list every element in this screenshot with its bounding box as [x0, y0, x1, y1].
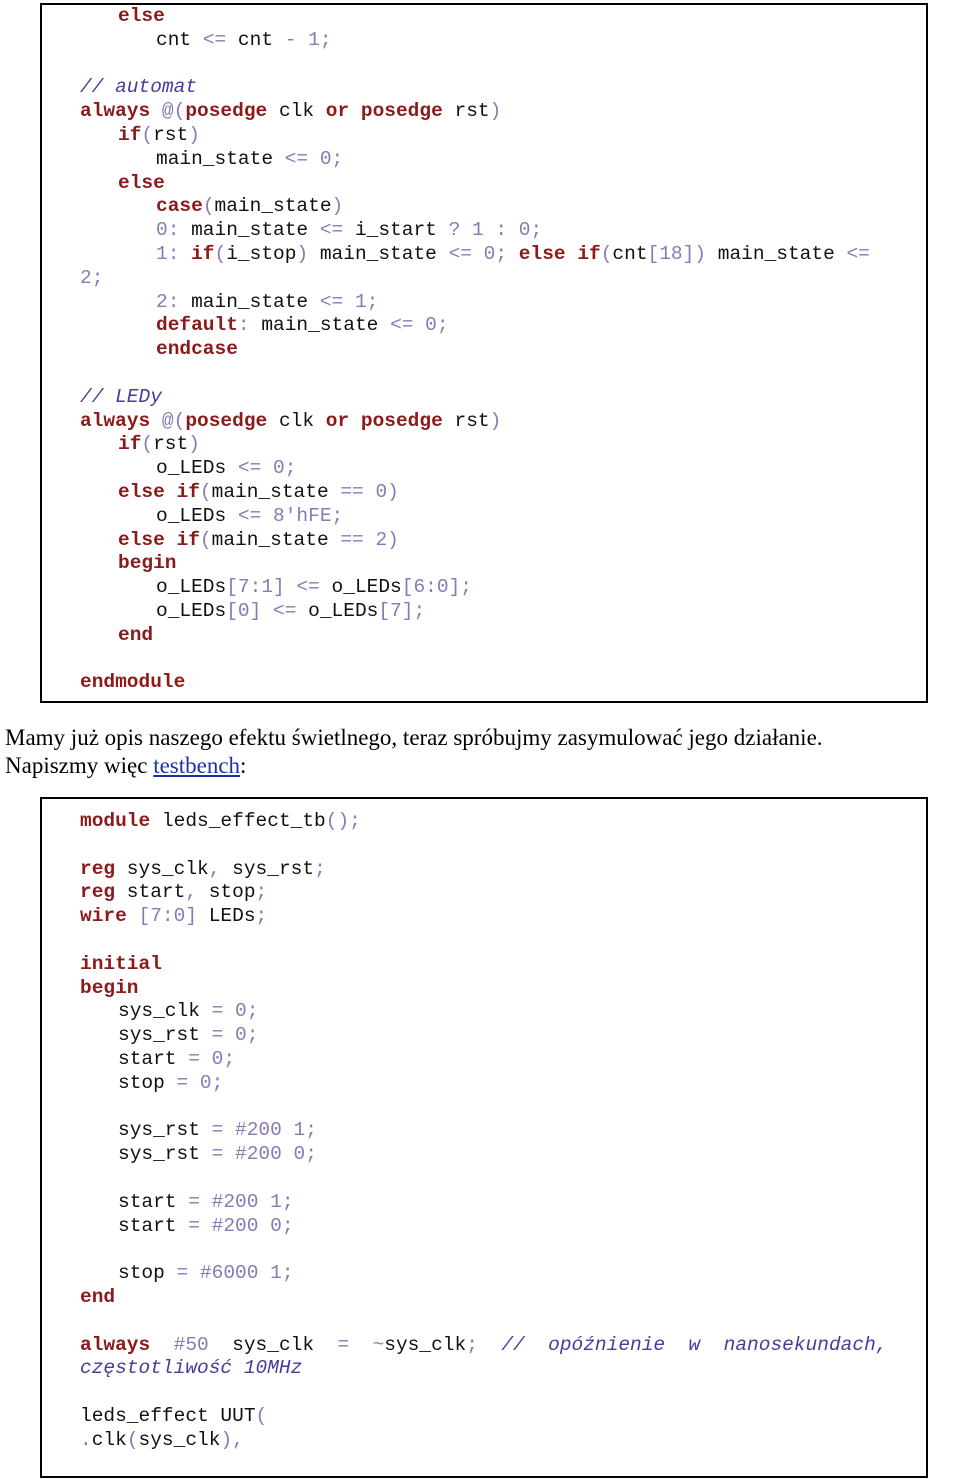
code-token: rst [442, 409, 490, 432]
code-line [80, 809, 361, 833]
code-token: i_start [343, 219, 449, 242]
code-token [165, 481, 177, 503]
code-token: ? 1 : 0; [448, 219, 543, 242]
code-token: ), [220, 1428, 244, 1451]
code-token: reg [80, 881, 116, 904]
code-line [118, 4, 165, 28]
code-token: sys_clk [232, 1333, 338, 1356]
code-token: = #200 0; [211, 1143, 317, 1166]
code-token: posedge [185, 100, 268, 123]
code-line [156, 28, 332, 52]
code-token: <= 0; [390, 314, 449, 337]
code-token: 0: [156, 219, 192, 242]
code-line [118, 432, 200, 456]
code-token: case [156, 195, 203, 218]
code-block-leds-effect [40, 3, 928, 703]
code-token: ( [202, 195, 215, 218]
code-token: rst [442, 100, 490, 123]
code-token: or [325, 100, 350, 123]
code-line [118, 623, 153, 647]
code-token: <= 8'hFE; [237, 504, 344, 527]
code-token: [7]; [378, 600, 426, 622]
code-token: sys_clk [118, 1000, 212, 1023]
code-line [156, 337, 238, 361]
testbench-link[interactable]: testbench [153, 753, 241, 778]
code-token: leds_effect_tb [150, 810, 326, 832]
code-line [118, 551, 177, 575]
code-line [80, 670, 185, 694]
code-token: if [191, 243, 215, 265]
code-token: cnt [612, 243, 648, 265]
code-token [349, 410, 361, 432]
code-token: = ~ [337, 1333, 385, 1356]
code-token: ; [255, 881, 268, 904]
code-line [80, 904, 267, 928]
code-line [118, 1214, 294, 1238]
code-token: if [118, 124, 142, 146]
code-token: if [176, 528, 200, 551]
code-token: = #6000 1; [176, 1262, 294, 1285]
code-token: start [118, 1048, 189, 1070]
code-line [118, 171, 165, 195]
code-token: begin [80, 976, 139, 999]
code-token: ) [489, 100, 502, 123]
code-token: end [80, 1286, 116, 1308]
code-token: stop [118, 1071, 177, 1094]
code-token: sys_rst [118, 1119, 212, 1142]
code-token: always [80, 409, 151, 432]
paragraph-line-1 [5, 724, 823, 752]
code-token: ( [600, 243, 613, 265]
code-token: = #200 0; [188, 1214, 294, 1237]
code-token: = 0; [188, 1048, 236, 1070]
code-token: - 1; [284, 28, 332, 51]
code-token: ( [199, 528, 212, 551]
code-token: <= [202, 28, 227, 51]
code-token: if [577, 243, 601, 265]
code-line [156, 313, 449, 337]
code-token: clk [91, 1428, 127, 1451]
code-token: stop [118, 1262, 177, 1285]
code-token: end [118, 623, 154, 646]
code-token: reg [80, 857, 116, 880]
code-line [80, 99, 501, 123]
code-token [165, 529, 177, 551]
code-token: #50 [150, 1333, 233, 1356]
code-token: = 0; [176, 1071, 224, 1094]
code-token: częstotliwość 10MHz [80, 1357, 303, 1380]
code-token: [18]) [647, 243, 718, 265]
code-token: ( [141, 124, 154, 146]
code-token: begin [118, 552, 177, 575]
code-line [118, 1047, 235, 1071]
code-token [349, 100, 361, 122]
code-line [80, 1356, 302, 1380]
code-token: sys_rst [232, 857, 315, 880]
paragraph-text-1: Mamy już opis naszego efektu świetlnego, teraz spróbujmy zasymulować jego działanie. [5, 725, 823, 750]
code-line [80, 1333, 887, 1357]
code-line [118, 123, 200, 147]
code-line [80, 976, 139, 1000]
code-token: or [325, 409, 350, 432]
code-token: ) [296, 243, 320, 265]
code-token: ( [214, 243, 227, 265]
code-token: ; [466, 1333, 502, 1356]
code-token: ) [331, 195, 344, 218]
code-token: [7:0] [126, 905, 209, 928]
code-token: ( [255, 1405, 268, 1427]
code-line [156, 575, 472, 599]
code-token: [0] <= [226, 600, 309, 622]
code-token: main_state [191, 290, 320, 313]
code-token: leds_effect UUT [80, 1405, 256, 1427]
paragraph-line-2 [5, 752, 246, 780]
code-token: main_state [211, 481, 341, 503]
code-token: [7:1] <= [226, 576, 332, 599]
code-line [80, 409, 501, 433]
code-token: , [208, 857, 233, 880]
code-token: // automat [80, 76, 198, 99]
code-token: if [176, 481, 200, 503]
code-token: ) [188, 124, 200, 146]
code-token: : [237, 314, 262, 337]
code-token: cnt [226, 28, 285, 51]
code-token: wire [80, 905, 127, 928]
code-token: // opóźnienie w nanosekundach, [501, 1333, 888, 1356]
code-token: // LEDy [80, 385, 162, 408]
code-token: ( [141, 433, 154, 456]
paragraph-text-2-suffix: : [240, 753, 247, 778]
code-line [156, 242, 870, 266]
code-token: = 0; [211, 1000, 259, 1023]
code-line [118, 1261, 294, 1285]
code-token: ( [126, 1428, 139, 1451]
code-line [156, 218, 542, 242]
code-line [80, 857, 326, 881]
code-token: else [118, 528, 165, 551]
code-token: <= [846, 243, 870, 265]
code-token: sys_clk [138, 1428, 221, 1451]
code-token: else [118, 481, 165, 503]
code-token: = 0; [211, 1024, 259, 1047]
code-token: start [118, 1214, 189, 1237]
code-token: main_state [214, 195, 332, 218]
code-token: main_state [191, 219, 320, 242]
code-token: <= 0; [448, 243, 519, 265]
code-line [118, 480, 399, 504]
code-token: main_state [211, 528, 341, 551]
code-token: o_LEDs [156, 457, 238, 480]
code-token: default [156, 314, 238, 337]
code-token: clk [267, 409, 326, 432]
code-line [156, 147, 343, 171]
code-token: clk [267, 100, 326, 123]
code-token: cnt [156, 28, 203, 51]
code-token: if [118, 433, 142, 456]
code-token: sys_rst [118, 1024, 212, 1047]
code-block-testbench [40, 797, 928, 1478]
code-token: 2; [80, 266, 104, 289]
code-token: <= 0; [284, 147, 344, 170]
code-token: == 0) [340, 481, 399, 503]
code-token: ) [188, 433, 200, 456]
code-line [118, 1071, 223, 1095]
code-line [156, 599, 425, 623]
code-token: , [185, 881, 209, 904]
code-token: initial [80, 952, 162, 975]
code-token: else [518, 243, 566, 265]
code-line [118, 528, 399, 552]
code-token: ; [314, 857, 326, 880]
code-token: o_LEDs [331, 576, 402, 599]
code-token: start [118, 1190, 189, 1213]
code-token: module [80, 810, 151, 832]
code-token: posedge [185, 409, 268, 432]
code-token: main_state [261, 314, 391, 337]
code-token: i_stop [226, 243, 297, 265]
code-token: stop [208, 881, 256, 904]
code-token: else [118, 5, 165, 27]
code-line [118, 999, 258, 1023]
code-token: main_state [319, 243, 449, 265]
code-line [80, 266, 103, 290]
code-line [118, 1190, 294, 1214]
code-line [156, 194, 343, 218]
code-token: posedge [360, 409, 443, 432]
code-token: <= 0; [237, 457, 297, 480]
code-token: always [80, 100, 151, 123]
code-line [156, 456, 296, 480]
code-line [80, 880, 267, 904]
code-line [80, 1404, 267, 1428]
code-token: endcase [156, 338, 238, 361]
code-line [118, 1142, 317, 1166]
code-token: o_LEDs [156, 576, 227, 599]
code-line [118, 1023, 258, 1047]
code-token: main_state [717, 243, 847, 265]
code-token: ) [489, 409, 502, 432]
code-token: o_LEDs [156, 600, 227, 622]
code-token: posedge [360, 100, 443, 123]
paragraph-text-2-prefix: Napiszmy więc [5, 753, 154, 778]
code-token: start [115, 881, 186, 904]
code-token: (); [325, 810, 361, 832]
code-line [156, 504, 343, 528]
code-line [80, 385, 162, 409]
code-token: endmodule [80, 671, 186, 694]
code-token: == 2) [340, 528, 399, 551]
code-line [118, 1118, 317, 1142]
code-token [566, 243, 578, 265]
code-token: LEDs [208, 905, 256, 928]
code-token: = #200 1; [188, 1190, 294, 1213]
code-token: else [118, 171, 165, 194]
code-token: <= 1; [319, 290, 379, 313]
code-token: always [80, 1333, 151, 1356]
code-token: o_LEDs [308, 600, 379, 622]
code-token: ; [255, 905, 268, 928]
code-token: sys_clk [384, 1333, 467, 1356]
code-token: rst [153, 124, 189, 146]
code-token: 2: [156, 290, 192, 313]
code-token: rst [153, 433, 189, 456]
code-line [156, 290, 378, 314]
code-token: [6:0]; [401, 576, 472, 599]
code-token: o_LEDs [156, 504, 238, 527]
code-token: = #200 1; [211, 1119, 317, 1142]
code-token: sys_clk [115, 857, 209, 880]
code-line [80, 952, 162, 976]
code-token: sys_rst [118, 1143, 212, 1166]
code-line [80, 75, 197, 99]
code-token: @( [150, 409, 186, 432]
code-token: main_state [156, 147, 285, 170]
code-token: ( [199, 481, 212, 503]
code-line [80, 1285, 115, 1309]
code-token: . [80, 1428, 92, 1451]
code-token: 1: [156, 243, 192, 265]
code-token: <= [319, 219, 344, 242]
code-line [80, 1428, 244, 1452]
code-token: @( [150, 100, 186, 123]
